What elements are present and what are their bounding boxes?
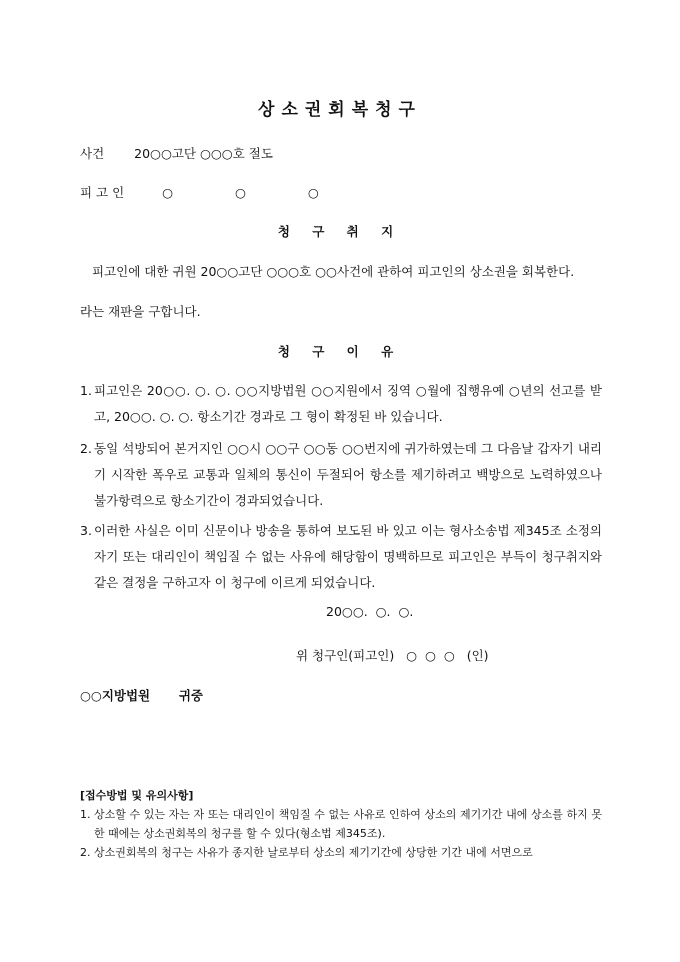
reason-item (80, 518, 602, 596)
case-row (80, 144, 273, 162)
reason-item (80, 436, 602, 514)
defendant-label: 피 고 인 (80, 185, 125, 200)
note-number: 1. (80, 808, 91, 821)
purpose-closing: 라는 재판을 구합니다. (80, 304, 201, 319)
note-item (80, 843, 602, 862)
court-name: ○○지방법원 (80, 688, 151, 703)
defendant-name: ○ ○ ○ (162, 185, 337, 200)
reason-item (80, 378, 602, 430)
note-item (80, 805, 602, 843)
note-text: 상소할 수 있는 자는 자 또는 대리인이 책임질 수 없는 사유로 인하여 상소의 제기기간 내에 상소를 하지 못한 때에는 상소권회복의 청구를 할 수 있다(형소법 제345조). (94, 808, 602, 840)
court-addressee (80, 686, 203, 704)
court-suffix: 귀중 (178, 688, 203, 703)
note-number: 2. (80, 846, 91, 859)
reasons-heading: 청 구 이 유 (277, 344, 403, 359)
note-text: 상소권회복의 청구는 사유가 종지한 날로부터 상소의 제기기간에 상당한 기간 내에 서면으로 (94, 846, 533, 859)
reason-text: 이러한 사실은 이미 신문이나 방송을 통하여 보도된 바 있고 이는 형사소송법 제345조 소정의 자기 또는 대리인이 책임질 수 없는 사유에 해당함이 명백하므로 피고인은 부득이 청구취지와 같은 결정을 구하고자 이 청구에 이르게 되었습니다. (94, 523, 602, 590)
case-label: 사건 (80, 146, 105, 161)
notes-list (80, 805, 602, 862)
reason-number: 2. (80, 441, 92, 456)
reason-number: 3. (80, 523, 92, 538)
reason-number: 1. (80, 383, 92, 398)
purpose-body: 피고인에 대한 귀원 20○○고단 ○○○호 ○○사건에 관하여 피고인의 상소권을 회복한다. (92, 264, 575, 279)
defendant-row (80, 183, 337, 201)
signature-line: 위 청구인(피고인) ○ ○ ○ (인) (296, 648, 489, 663)
reason-text: 동일 석방되어 본거지인 ○○시 ○○구 ○○동 ○○번지에 귀가하였는데 그 다음날 갑자기 내리기 시작한 폭우로 교통과 일체의 통신이 두절되어 항소를 제기하려고 백방으로 노력하였으나 불가항력으로 항소기간이 경과되었습니다. (94, 441, 602, 508)
notes-title: [접수방법 및 유의사항] (80, 789, 194, 802)
purpose-heading: 청 구 취 지 (277, 224, 403, 239)
reason-text: 피고인은 20○○. ○. ○. ○○지방법원 ○○지원에서 징역 ○월에 집행유예 ○년의 선고를 받고, 20○○. ○. ○. 항소기간 경과로 그 형이 확정된 바 있습니다. (94, 383, 602, 424)
case-value: 20○○고단 ○○○호 절도 (134, 146, 273, 161)
document-title: 상소권회복청구 (258, 100, 422, 120)
filing-date: 20○○. ○. ○. (326, 604, 414, 619)
